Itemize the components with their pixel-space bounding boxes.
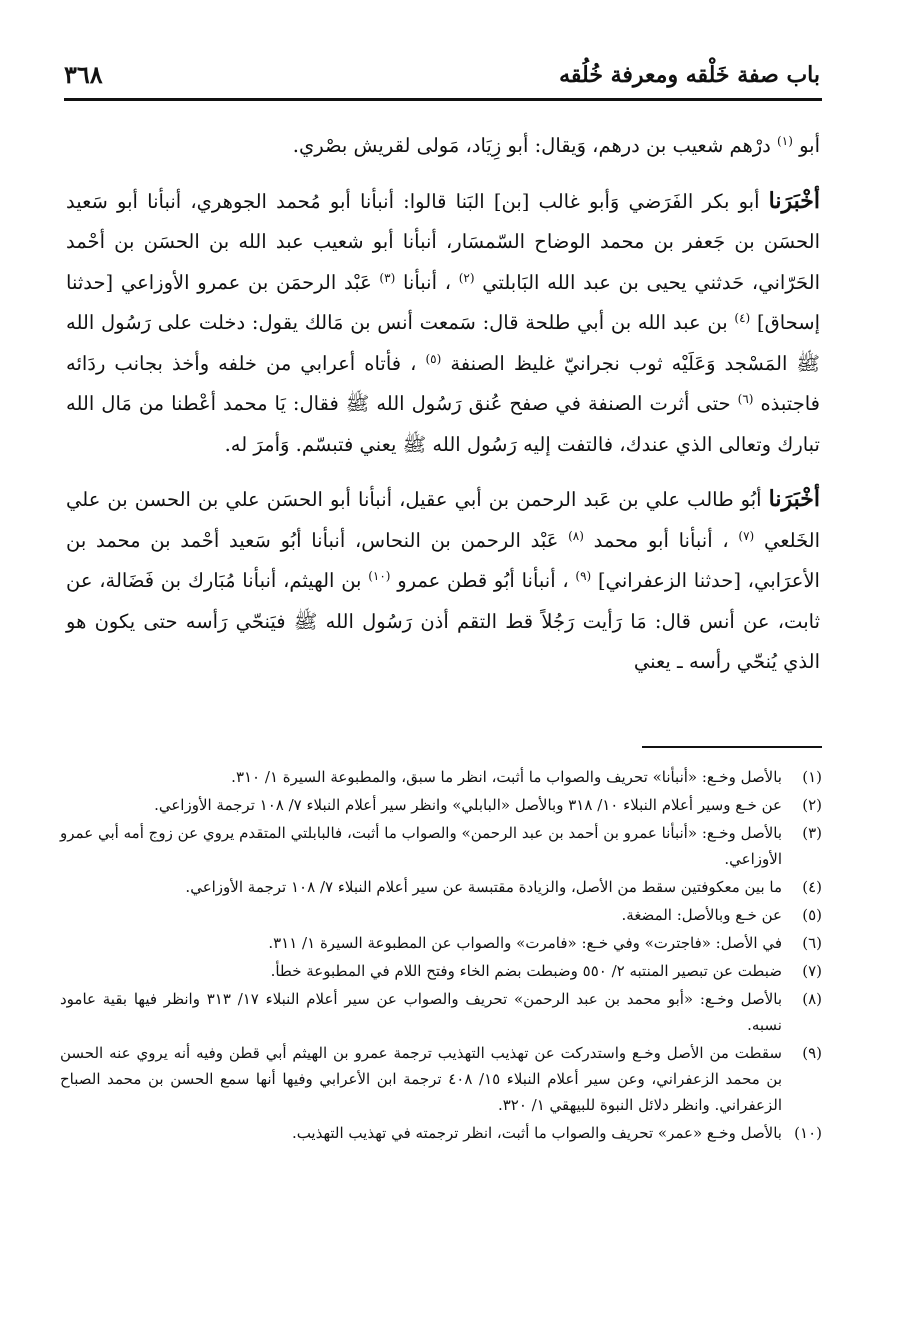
footnote bbox=[60, 930, 822, 956]
footnote bbox=[60, 902, 822, 928]
running-header bbox=[64, 58, 820, 96]
paragraph-lead: أخْبَرَنا bbox=[768, 187, 820, 214]
footnote-text: بالأصل وخـع: «أنبأنا عمرو بن أحمد بن عبد الرحمن» والصواب ما أثبت، فالبابلتي المتقدم يروي عن زوج أمه أبي عمرو الأوزاعي. bbox=[60, 824, 782, 868]
header-rule bbox=[64, 98, 822, 101]
paragraph-3 bbox=[66, 479, 820, 683]
note-ref: (٤) bbox=[734, 311, 751, 325]
footnote-number: (١٠) bbox=[794, 1124, 822, 1142]
note-ref: (٩) bbox=[575, 569, 592, 583]
footnote-number: (٢) bbox=[802, 796, 822, 814]
footnote-number: (٤) bbox=[802, 878, 822, 896]
footnote-text: بالأصل وخـع: «أبو محمد بن عبد الرحمن» تحريف والصواب عن سير أعلام النبلاء ١٧/ ٣١٣ وانظر فيها بقية عامود نسبه. bbox=[60, 990, 782, 1034]
note-ref: (٣) bbox=[379, 270, 396, 285]
footnote-text: عن خـع وبالأصل: المضغة. bbox=[621, 906, 782, 924]
text-span: حتى أثرت الصنفة في صفح عُنق رَسُول الله ﷺ فقال: يَا محمد أعْطنا من مَال الله تبارك وتعالى الذي عندك، فالتفت إليه رَسُول الله ﷺ يعني فتبسّم. وَأمرَ له. bbox=[66, 392, 820, 456]
text-span: أبو بكر الفَرَضي وَأبو غالب [بن] البَنا قالوا: أنبأنا أبو مُحمد الجوهري، أنبأنا أبو سَعيد الحسَن بن جَعفر بن محمد الوضاح السّمسَار، أنبأنا أبو شعيب عبد الله بن الحسَن بن أحْمد الحَرّاني، حَدثني يحيى بن عبد الله البَابلتي bbox=[66, 189, 820, 294]
note-ref: (٦) bbox=[737, 392, 754, 406]
text-span: ، أنبأنا أبُو قطن عمرو bbox=[397, 569, 569, 592]
footnote bbox=[60, 874, 822, 900]
footnote-number: (٨) bbox=[802, 990, 822, 1008]
text-span: ، أنبأنا bbox=[402, 270, 451, 294]
text-span: بن عبد الله بن أبي طلحة قال: سَمعت أنس بن مَالك يقول: دخلت على رَسُول الله ﷺ المَسْجد وَعَلَيْه ثوب نجرانيّ غليظ الصنفة bbox=[66, 311, 820, 375]
main-text bbox=[66, 126, 820, 683]
paragraph-2 bbox=[66, 181, 820, 466]
note-ref: (٧) bbox=[738, 528, 755, 543]
page-number: ٣٦٨ bbox=[64, 60, 103, 89]
footnote-text: في الأصل: «فاجترت» وفي خـع: «فامرت» والصواب عن المطبوعة السيرة ١/ ٣١١. bbox=[268, 934, 782, 952]
text-span: ، أنبأنا أبو محمد bbox=[593, 528, 729, 552]
footnote bbox=[60, 1120, 822, 1146]
footnote bbox=[60, 958, 822, 984]
note-ref: (١٠) bbox=[368, 569, 391, 583]
footnote-text: ضبطت عن تبصير المنتبه ٢/ ٥٥٠ وضبطت بضم الخاء وفتح اللام في المطبوعة خطأ. bbox=[270, 962, 782, 980]
text-span: عَبْد الرحمَن بن عمرو الأوزاعي [حدثنا إسحاق] bbox=[66, 270, 820, 334]
footnote bbox=[60, 764, 822, 790]
footnote-number: (١) bbox=[802, 768, 822, 786]
footnote-separator bbox=[642, 746, 822, 748]
footnote bbox=[60, 1040, 822, 1118]
footnote-number: (٣) bbox=[802, 824, 822, 842]
footnote bbox=[60, 986, 822, 1038]
text-span: أبو bbox=[799, 134, 820, 157]
footnote bbox=[60, 792, 822, 818]
note-ref: (٥) bbox=[425, 351, 442, 366]
footnote-text: بالأصل وخـع «عمر» تحريف والصواب ما أثبت، انظر ترجمته في تهذيب التهذيب. bbox=[291, 1124, 782, 1142]
text-span: درْهم شعيب بن درهم، وَيقال: أبو زِيَاد، مَولى لقريش بصْري. bbox=[292, 134, 771, 157]
text-span: بن الهيثم، أنبأنا مُبَارك بن فَضَالة، عن ثابت، عن أنس قال: مَا رَأيت رَجُلاً قط التقم أذن رَسُول الله ﷺ فيَنحّي رَأسه حتى يكون هو الذي يُنحّي رأسه ـ يعني bbox=[66, 569, 820, 673]
header-title: باب صفة خَلْقه ومعرفة خُلُقه bbox=[559, 62, 820, 88]
footnote-number: (٦) bbox=[802, 934, 822, 952]
footnote-number: (٧) bbox=[802, 962, 822, 980]
text-span: عَبْد الرحمن بن النحاس، أنبأنا أبُو سَعيد أحْمد بن محمد بن الأعرَابي، [حدثنا الزعفراني] bbox=[66, 528, 820, 592]
footnote bbox=[60, 820, 822, 872]
note-ref: (١) bbox=[777, 134, 793, 148]
note-ref: (٢) bbox=[458, 270, 475, 285]
footnotes bbox=[60, 764, 822, 1148]
note-ref: (٨) bbox=[568, 528, 584, 543]
paragraph-1 bbox=[66, 126, 820, 167]
paragraph-lead: أخْبَرَنا bbox=[768, 486, 820, 512]
footnote-number: (٥) bbox=[802, 906, 822, 924]
text-span: أبُو طالب علي بن عَبد الرحمن بن أبي عقيل، أنبأنا أبو الحسَن علي بن الحسن بن علي الخَلعي bbox=[66, 488, 821, 552]
footnote-text: عن خـع وسير أعلام النبلاء ١٠/ ٣١٨ وبالأصل «البابلي» وانظر سير أعلام النبلاء ٧/ ١٠٨ ترجمة الأوزاعي. bbox=[154, 796, 782, 814]
text-span: ، فأتاه أعرابي من خلفه وأخذ بجانب ردَائه فاجتبذه bbox=[66, 351, 821, 415]
footnote-text: ما بين معكوفتين سقط من الأصل، والزيادة مقتبسة عن سير أعلام النبلاء ٧/ ١٠٨ ترجمة الأوزاعي. bbox=[185, 878, 782, 896]
footnote-text: سقطت من الأصل وخـع واستدركت عن تهذيب التهذيب ترجمة عمرو بن الهيثم أبي قطن وفيه أنه يروي عنه الحسن بن محمد الزعفراني، وعن سير أعلام النبلاء ١٥/ ٤٠٨ ترجمة ابن الأعرابي وفيها أنها سمع الحسن بن محمد الصباح الزعفراني. وانظر دلائل النبوة للبيهقي ١/ ٣٢٠. bbox=[60, 1044, 782, 1114]
footnote-text: بالأصل وخـع: «أنبأنا» تحريف والصواب ما أثبت، انظر ما سبق، والمطبوعة السيرة ١/ ٣١٠. bbox=[231, 768, 782, 786]
footnote-number: (٩) bbox=[802, 1044, 822, 1062]
